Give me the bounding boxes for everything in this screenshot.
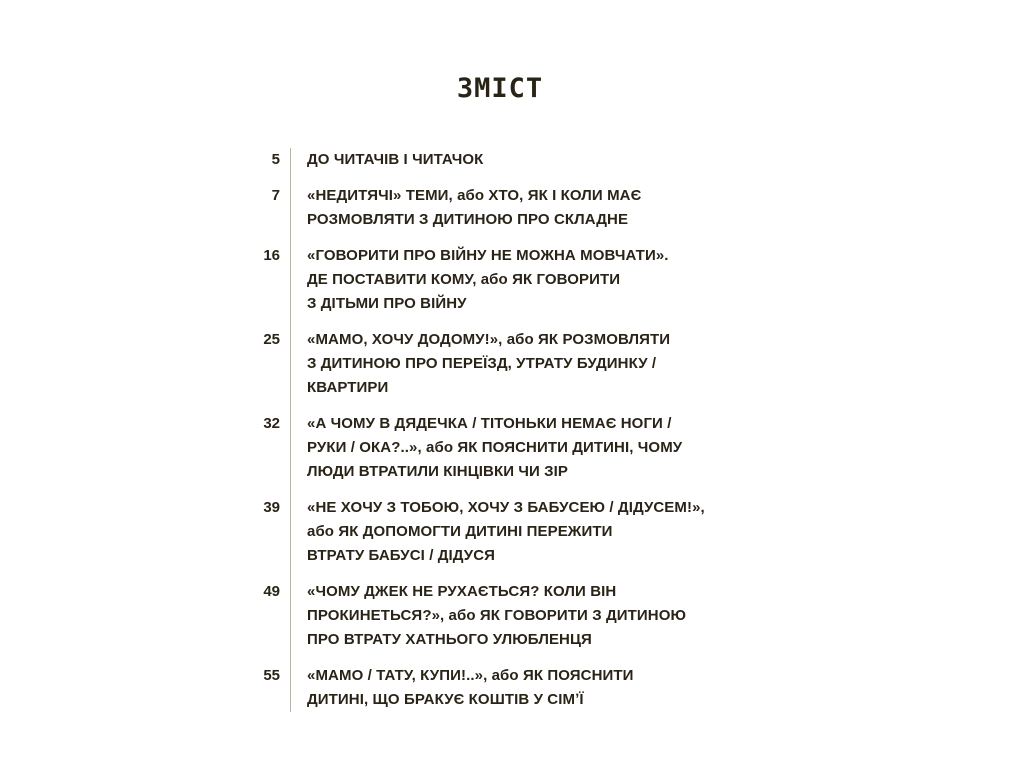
divider bbox=[290, 496, 291, 580]
toc-entry[interactable] bbox=[250, 148, 770, 172]
page-title: ЗМІСТ bbox=[456, 73, 544, 104]
page-number: 7 bbox=[271, 187, 280, 204]
divider bbox=[290, 664, 291, 712]
chapter-title: «МАМО, ХОЧУ ДОДОМУ!», або ЯК РОЗМОВЛЯТИ З ДИТИНОЮ ПРО ПЕРЕЇЗД, УТРАТУ БУДИНКУ / КВАРТИРИ bbox=[307, 331, 671, 396]
divider bbox=[290, 412, 291, 496]
divider bbox=[290, 148, 291, 184]
toc-entry[interactable] bbox=[250, 496, 770, 568]
toc-entry[interactable] bbox=[250, 328, 770, 400]
toc-entry[interactable] bbox=[250, 412, 770, 484]
toc-entry[interactable] bbox=[250, 244, 770, 316]
page-number: 16 bbox=[263, 247, 280, 264]
chapter-title: «ЧОМУ ДЖЕК НЕ РУХАЄТЬСЯ? КОЛИ ВІН ПРОКИНЕТЬСЯ?», або ЯК ГОВОРИТИ З ДИТИНОЮ ПРО ВТРАТУ ХАТНЬОГО УЛЮБЛЕНЦЯ bbox=[307, 583, 687, 648]
page-number: 25 bbox=[263, 331, 280, 348]
page-number: 55 bbox=[263, 667, 280, 684]
page-number: 49 bbox=[263, 583, 280, 600]
divider bbox=[290, 184, 291, 244]
chapter-title: «ГОВОРИТИ ПРО ВІЙНУ НЕ МОЖНА МОВЧАТИ». ДЕ ПОСТАВИТИ КОМУ, або ЯК ГОВОРИТИ З ДІТЬМИ ПРО ВІЙНУ bbox=[307, 247, 669, 312]
chapter-title: «МАМО / ТАТУ, КУПИ!..», або ЯК ПОЯСНИТИ ДИТИНІ, ЩО БРАКУЄ КОШТІВ У СІМʼЇ bbox=[307, 667, 634, 708]
chapter-title: «А ЧОМУ В ДЯДЕЧКА / ТІТОНЬКИ НЕМАЄ НОГИ / РУКИ / ОКА?..», або ЯК ПОЯСНИТИ ДИТИНІ, ЧОМУ ЛЮДИ ВТРАТИЛИ КІНЦІВКИ ЧИ ЗІР bbox=[307, 415, 683, 480]
divider bbox=[290, 244, 291, 328]
toc-entry[interactable] bbox=[250, 664, 770, 712]
divider bbox=[290, 328, 291, 412]
page-number: 5 bbox=[271, 151, 280, 168]
chapter-title: «НЕДИТЯЧІ» ТЕМИ, або ХТО, ЯК І КОЛИ МАЄ РОЗМОВЛЯТИ З ДИТИНОЮ ПРО СКЛАДНЕ bbox=[307, 187, 642, 228]
toc-entry[interactable] bbox=[250, 580, 770, 652]
chapter-title: ДО ЧИТАЧІВ І ЧИТАЧОК bbox=[307, 151, 484, 168]
page-number: 39 bbox=[263, 499, 280, 516]
divider bbox=[290, 580, 291, 664]
toc-entry[interactable] bbox=[250, 184, 770, 232]
table-of-contents bbox=[250, 148, 770, 712]
chapter-title: «НЕ ХОЧУ З ТОБОЮ, ХОЧУ З БАБУСЕЮ / ДІДУСЕМ!», або ЯК ДОПОМОГТИ ДИТИНІ ПЕРЕЖИТИ ВТРАТУ БАБУСІ / ДІДУСЯ bbox=[307, 499, 705, 564]
page-number: 32 bbox=[263, 415, 280, 432]
